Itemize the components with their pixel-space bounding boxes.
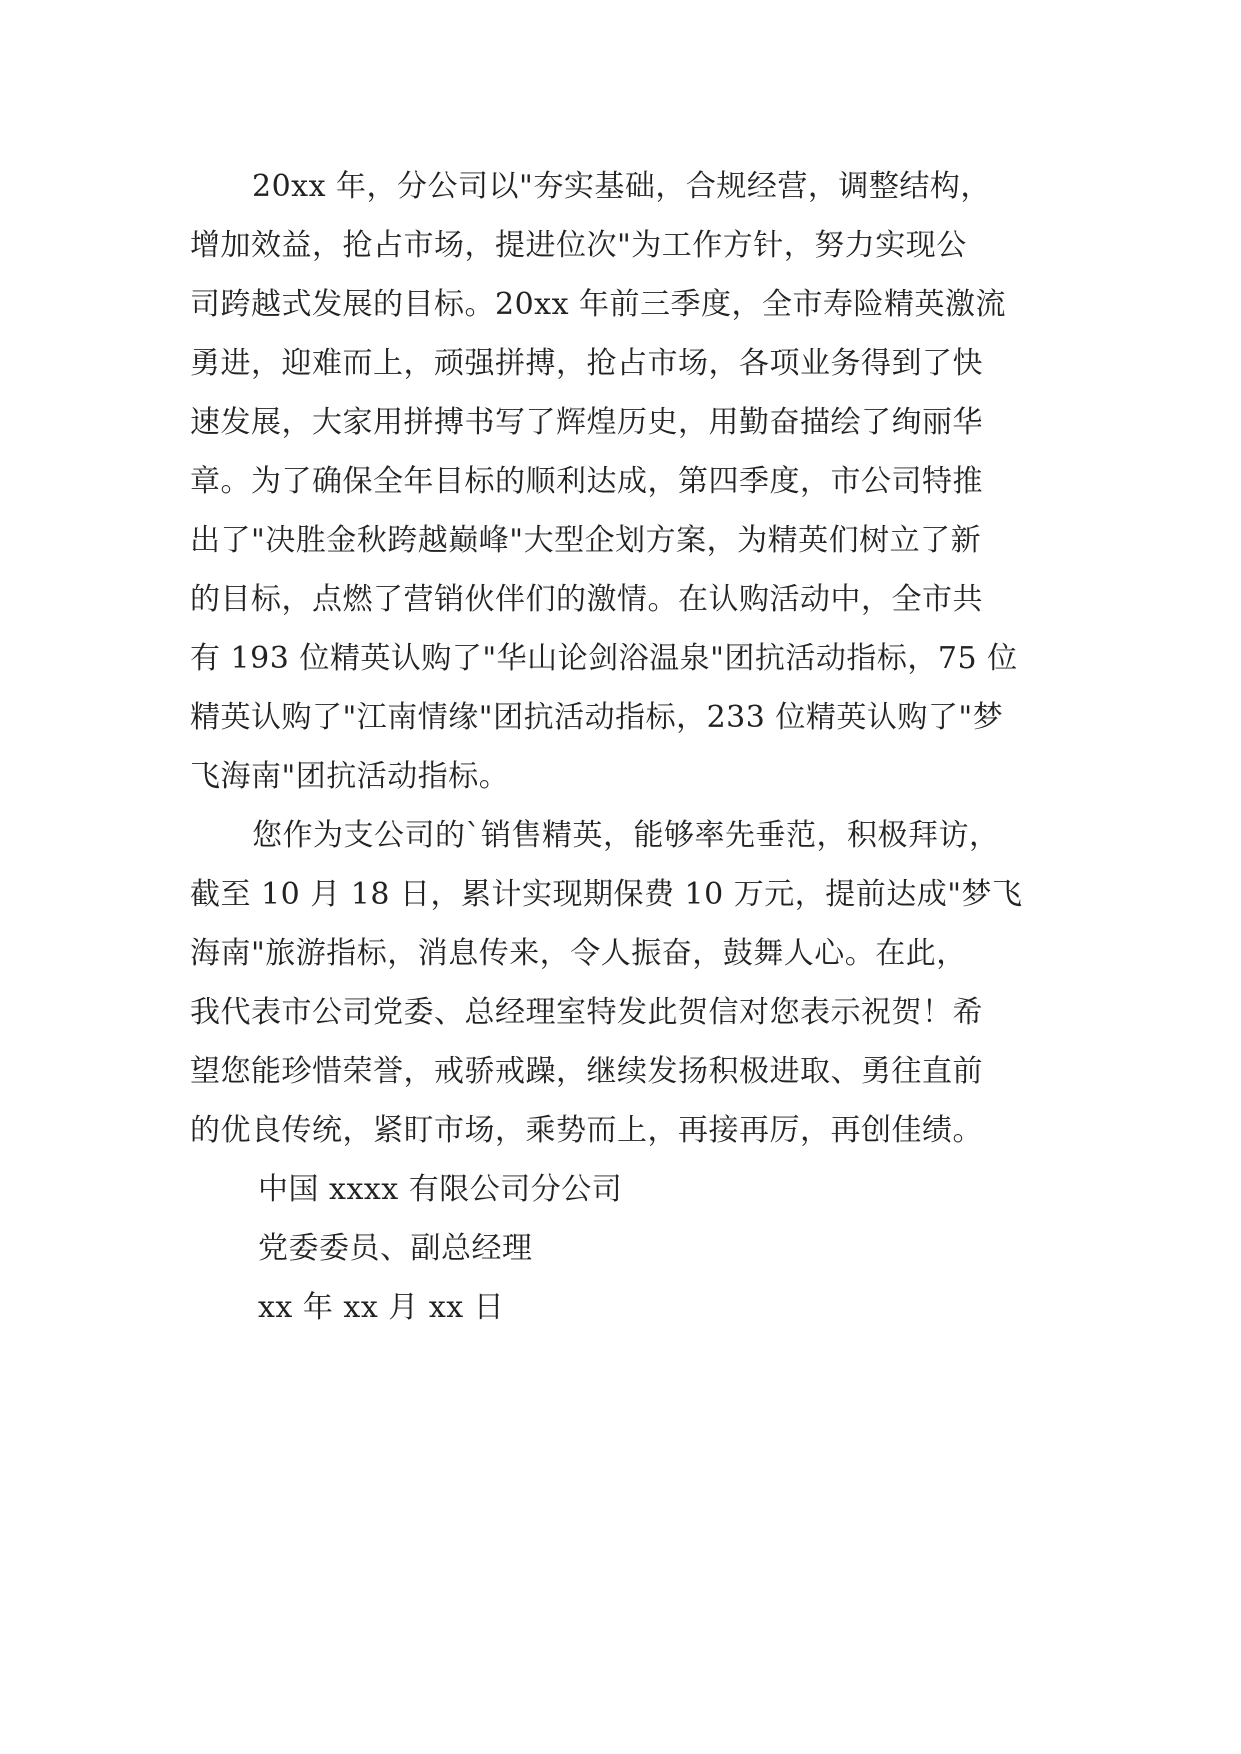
signature-organization: 中国 xxxx 有限公司分公司 bbox=[258, 1172, 623, 1207]
paragraph-line: 有 193 位精英认购了"华山论剑浴温泉"团抗活动指标，75 位 bbox=[190, 641, 1018, 676]
paragraph-line: 的优良传统，紧盯市场，乘势而上，再接再厉，再创佳绩。 bbox=[190, 1113, 983, 1148]
signature-block bbox=[190, 1160, 1072, 1337]
signature-date: xx 年 xx 月 xx 日 bbox=[258, 1290, 505, 1325]
paragraph-line: 精英认购了"江南情缘"团抗活动指标，233 位精英认购了"梦 bbox=[190, 700, 1004, 735]
paragraph-line: 截至 10 月 18 日，累计实现期保费 10 万元，提前达成"梦飞 bbox=[190, 877, 1023, 912]
paragraph-line: 速发展，大家用拼搏书写了辉煌历史，用勤奋描绘了绚丽华 bbox=[190, 405, 983, 440]
signature-title: 党委委员、副总经理 bbox=[258, 1231, 533, 1266]
paragraph-2 bbox=[190, 806, 1072, 1160]
paragraph-line: 飞海南"团抗活动指标。 bbox=[190, 759, 510, 794]
paragraph-line: 司跨越式发展的目标。20xx 年前三季度，全市寿险精英激流 bbox=[190, 287, 1007, 322]
letter-body bbox=[190, 157, 1072, 1337]
paragraph-line: 我代表市公司党委、总经理室特发此贺信对您表示祝贺！希 bbox=[190, 995, 983, 1030]
paragraph-line: 章。为了确保全年目标的顺利达成，第四季度，市公司特推 bbox=[190, 464, 983, 499]
paragraph-line: 20xx 年，分公司以"夯实基础，合规经营，调整结构， bbox=[252, 169, 991, 204]
paragraph-line: 的目标，点燃了营销伙伴们的激情。在认购活动中，全市共 bbox=[190, 582, 983, 617]
paragraph-line: 您作为支公司的`销售精英，能够率先垂范，积极拜访， bbox=[252, 818, 1000, 853]
paragraph-line: 增加效益，抢占市场，提进位次"为工作方针，努力实现公 bbox=[190, 228, 967, 263]
paragraph-line: 出了"决胜金秋跨越巅峰"大型企划方案，为精英们树立了新 bbox=[190, 523, 982, 558]
paragraph-line: 海南"旅游指标，消息传来，令人振奋，鼓舞人心。在此， bbox=[190, 936, 967, 971]
paragraph-line: 勇进，迎难而上，顽强拼搏，抢占市场，各项业务得到了快 bbox=[190, 346, 983, 381]
paragraph-1 bbox=[190, 157, 1072, 806]
paragraph-line: 望您能珍惜荣誉，戒骄戒躁，继续发扬积极进取、勇往直前 bbox=[190, 1054, 983, 1089]
